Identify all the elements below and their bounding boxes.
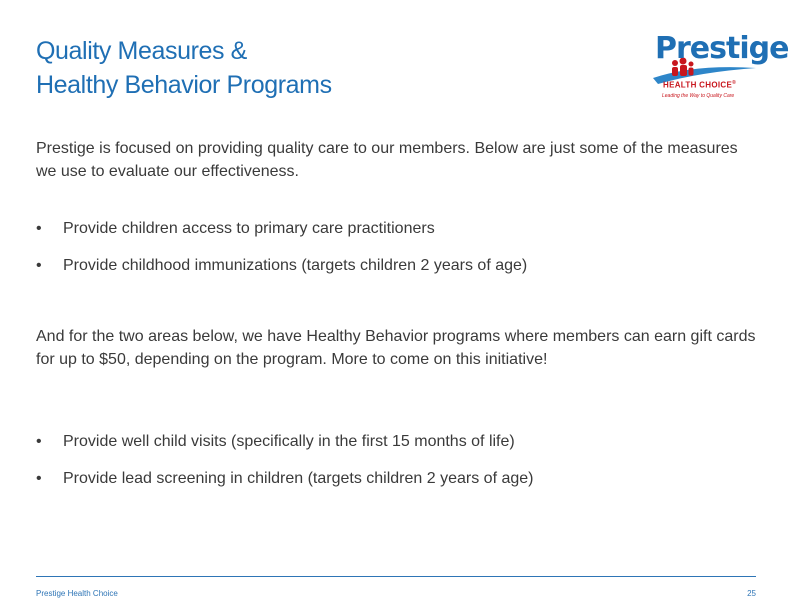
title-line-2: Healthy Behavior Programs [36,71,332,99]
page-number: 25 [747,589,756,598]
list-item [36,431,533,453]
bullet-icon: • [36,470,42,487]
slide-title [36,34,332,102]
list-item [36,255,527,277]
list-item-text: Provide childhood immunizations (targets children 2 years of age) [63,257,528,274]
list-item [36,218,527,240]
quality-measures-list [36,218,527,292]
healthy-behavior-paragraph: And for the two areas below, we have Healthy Behavior programs where members can earn gift cards for up to $50, depending on the program. More to come on this initiative! [36,328,756,368]
title-line-1: Quality Measures & [36,37,247,65]
list-item [36,468,533,490]
footer-company: Prestige Health Choice [36,589,118,598]
prestige-logo [650,30,789,106]
bullet-icon: • [36,220,42,237]
logo-subtitle: HEALTH CHOICE® [663,80,737,90]
intro-paragraph: Prestige is focused on providing quality care to our members. Below are just some of the measures we use to evaluate our effectiveness. [36,140,738,180]
footer-divider [36,576,756,577]
list-item-text: Provide children access to primary care practitioners [63,220,435,237]
list-item-text: Provide well child visits (specifically in the first 15 months of life) [63,433,515,450]
bullet-icon: • [36,257,42,274]
logo-tagline: Leading the Way to Quality Care [662,93,735,99]
list-item-text: Provide lead screening in children (targets children 2 years of age) [63,470,534,487]
logo-wordmark: Prestige [655,31,789,66]
healthy-behavior-list [36,431,533,505]
bullet-icon: • [36,433,42,450]
